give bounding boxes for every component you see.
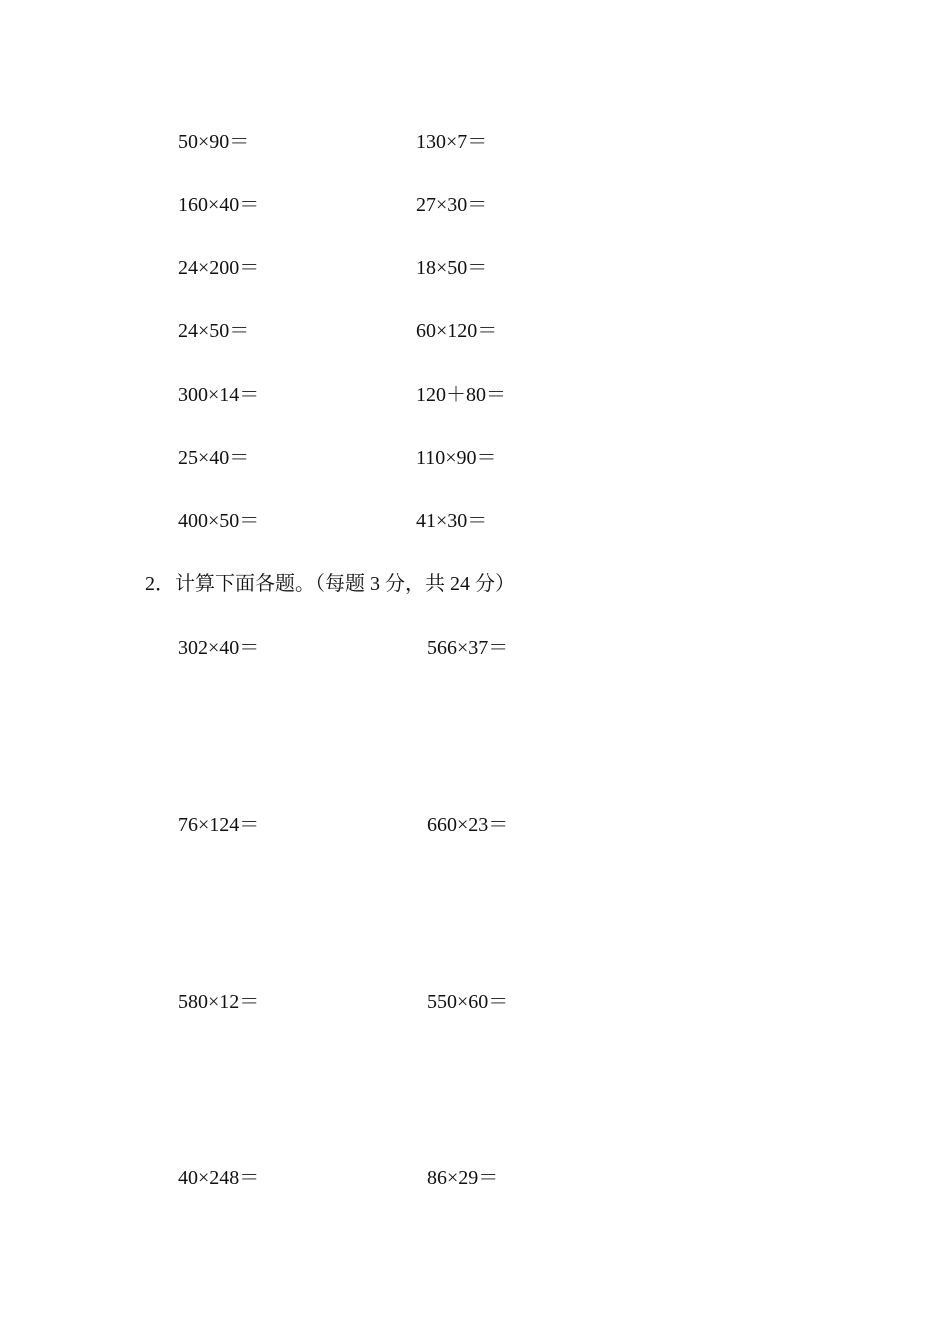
problem-left-4: 24×50＝	[178, 320, 250, 342]
problem-left-3: 24×200＝	[178, 257, 260, 279]
written-problem-right-1: 566×37＝	[427, 637, 509, 659]
written-problem-left-1: 302×40＝	[178, 637, 260, 659]
problem-right-3: 18×50＝	[416, 257, 488, 279]
written-problem-left-4: 40×248＝	[178, 1167, 260, 1189]
written-problem-right-3: 550×60＝	[427, 991, 509, 1013]
problem-left-5: 300×14＝	[178, 384, 260, 406]
problem-right-5: 120＋80＝	[416, 384, 506, 406]
problem-left-7: 400×50＝	[178, 510, 260, 532]
problem-right-1: 130×7＝	[416, 131, 488, 153]
written-problem-right-2: 660×23＝	[427, 814, 509, 836]
problem-left-1: 50×90＝	[178, 131, 250, 153]
section-2-title: 2．计算下面各题。（每题 3 分，共 24 分）	[145, 573, 515, 595]
problem-right-4: 60×120＝	[416, 320, 498, 342]
problem-right-6: 110×90＝	[416, 447, 497, 469]
problem-right-2: 27×30＝	[416, 194, 488, 216]
problem-left-6: 25×40＝	[178, 447, 250, 469]
problem-right-7: 41×30＝	[416, 510, 488, 532]
written-problem-right-4: 86×29＝	[427, 1167, 499, 1189]
problem-left-2: 160×40＝	[178, 194, 260, 216]
written-problem-left-3: 580×12＝	[178, 991, 260, 1013]
written-problem-left-2: 76×124＝	[178, 814, 260, 836]
